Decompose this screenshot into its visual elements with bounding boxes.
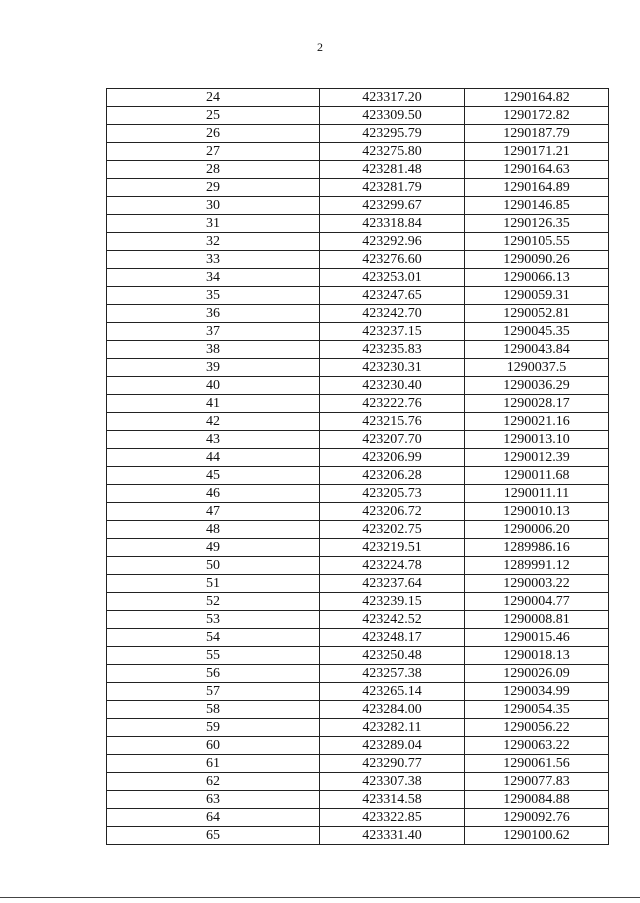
y-coordinate-cell: 1290052.81 — [465, 305, 609, 323]
y-coordinate-cell: 1290092.76 — [465, 809, 609, 827]
table-row — [107, 431, 609, 449]
table-row — [107, 233, 609, 251]
x-coordinate-cell: 423317.20 — [320, 89, 465, 107]
point-number-cell: 52 — [107, 593, 320, 611]
y-coordinate-cell: 1290010.13 — [465, 503, 609, 521]
x-coordinate-cell: 423206.72 — [320, 503, 465, 521]
x-coordinate-cell: 423276.60 — [320, 251, 465, 269]
y-coordinate-cell: 1290066.13 — [465, 269, 609, 287]
point-number-cell: 38 — [107, 341, 320, 359]
y-coordinate-cell: 1290105.55 — [465, 233, 609, 251]
point-number-cell: 37 — [107, 323, 320, 341]
x-coordinate-cell: 423230.40 — [320, 377, 465, 395]
point-number-cell: 49 — [107, 539, 320, 557]
y-coordinate-cell: 1290037.5 — [465, 359, 609, 377]
x-coordinate-cell: 423289.04 — [320, 737, 465, 755]
y-coordinate-cell: 1290012.39 — [465, 449, 609, 467]
page-number: 2 — [317, 40, 323, 54]
y-coordinate-cell: 1290003.22 — [465, 575, 609, 593]
table-row — [107, 413, 609, 431]
table-row — [107, 503, 609, 521]
y-coordinate-cell: 1290059.31 — [465, 287, 609, 305]
y-coordinate-cell: 1290011.11 — [465, 485, 609, 503]
y-coordinate-cell: 1290034.99 — [465, 683, 609, 701]
point-number-cell: 39 — [107, 359, 320, 377]
x-coordinate-cell: 423242.52 — [320, 611, 465, 629]
table-row — [107, 143, 609, 161]
table-row — [107, 593, 609, 611]
y-coordinate-cell: 1290043.84 — [465, 341, 609, 359]
table-row — [107, 521, 609, 539]
table-row — [107, 629, 609, 647]
x-coordinate-cell: 423281.48 — [320, 161, 465, 179]
point-number-cell: 60 — [107, 737, 320, 755]
y-coordinate-cell: 1290028.17 — [465, 395, 609, 413]
y-coordinate-cell: 1290006.20 — [465, 521, 609, 539]
x-coordinate-cell: 423265.14 — [320, 683, 465, 701]
point-number-cell: 61 — [107, 755, 320, 773]
x-coordinate-cell: 423230.31 — [320, 359, 465, 377]
table-row — [107, 539, 609, 557]
point-number-cell: 44 — [107, 449, 320, 467]
table-row — [107, 341, 609, 359]
x-coordinate-cell: 423309.50 — [320, 107, 465, 125]
y-coordinate-cell: 1290077.83 — [465, 773, 609, 791]
point-number-cell: 31 — [107, 215, 320, 233]
point-number-cell: 54 — [107, 629, 320, 647]
table-row — [107, 467, 609, 485]
table-row — [107, 449, 609, 467]
x-coordinate-cell: 423207.70 — [320, 431, 465, 449]
table-row — [107, 215, 609, 233]
table-row — [107, 647, 609, 665]
x-coordinate-cell: 423295.79 — [320, 125, 465, 143]
point-number-cell: 63 — [107, 791, 320, 809]
x-coordinate-cell: 423248.17 — [320, 629, 465, 647]
point-number-cell: 30 — [107, 197, 320, 215]
table-row — [107, 773, 609, 791]
x-coordinate-cell: 423206.28 — [320, 467, 465, 485]
coordinates-table — [106, 88, 609, 845]
point-number-cell: 25 — [107, 107, 320, 125]
point-number-cell: 57 — [107, 683, 320, 701]
x-coordinate-cell: 423242.70 — [320, 305, 465, 323]
x-coordinate-cell: 423282.11 — [320, 719, 465, 737]
coordinates-table-body — [107, 89, 609, 845]
point-number-cell: 53 — [107, 611, 320, 629]
point-number-cell: 26 — [107, 125, 320, 143]
table-row — [107, 485, 609, 503]
point-number-cell: 42 — [107, 413, 320, 431]
x-coordinate-cell: 423215.76 — [320, 413, 465, 431]
y-coordinate-cell: 1290164.89 — [465, 179, 609, 197]
table-row — [107, 287, 609, 305]
point-number-cell: 29 — [107, 179, 320, 197]
x-coordinate-cell: 423237.15 — [320, 323, 465, 341]
y-coordinate-cell: 1290004.77 — [465, 593, 609, 611]
table-row — [107, 791, 609, 809]
y-coordinate-cell: 1290021.16 — [465, 413, 609, 431]
point-number-cell: 58 — [107, 701, 320, 719]
point-number-cell: 64 — [107, 809, 320, 827]
table-row — [107, 557, 609, 575]
point-number-cell: 43 — [107, 431, 320, 449]
x-coordinate-cell: 423219.51 — [320, 539, 465, 557]
x-coordinate-cell: 423257.38 — [320, 665, 465, 683]
y-coordinate-cell: 1290015.46 — [465, 629, 609, 647]
point-number-cell: 41 — [107, 395, 320, 413]
y-coordinate-cell: 1290011.68 — [465, 467, 609, 485]
y-coordinate-cell: 1290018.13 — [465, 647, 609, 665]
table-row — [107, 125, 609, 143]
table-row — [107, 611, 609, 629]
y-coordinate-cell: 1289986.16 — [465, 539, 609, 557]
point-number-cell: 36 — [107, 305, 320, 323]
x-coordinate-cell: 423239.15 — [320, 593, 465, 611]
x-coordinate-cell: 423202.75 — [320, 521, 465, 539]
y-coordinate-cell: 1290084.88 — [465, 791, 609, 809]
x-coordinate-cell: 423253.01 — [320, 269, 465, 287]
x-coordinate-cell: 423222.76 — [320, 395, 465, 413]
footer-rule — [0, 897, 640, 898]
table-row — [107, 719, 609, 737]
table-row — [107, 269, 609, 287]
y-coordinate-cell: 1290126.35 — [465, 215, 609, 233]
table-row — [107, 701, 609, 719]
table-row — [107, 305, 609, 323]
y-coordinate-cell: 1290090.26 — [465, 251, 609, 269]
table-row — [107, 179, 609, 197]
table-row — [107, 395, 609, 413]
x-coordinate-cell: 423281.79 — [320, 179, 465, 197]
point-number-cell: 47 — [107, 503, 320, 521]
x-coordinate-cell: 423247.65 — [320, 287, 465, 305]
y-coordinate-cell: 1289991.12 — [465, 557, 609, 575]
y-coordinate-cell: 1290100.62 — [465, 827, 609, 845]
table-row — [107, 323, 609, 341]
y-coordinate-cell: 1290045.35 — [465, 323, 609, 341]
x-coordinate-cell: 423322.85 — [320, 809, 465, 827]
point-number-cell: 45 — [107, 467, 320, 485]
point-number-cell: 48 — [107, 521, 320, 539]
point-number-cell: 62 — [107, 773, 320, 791]
y-coordinate-cell: 1290008.81 — [465, 611, 609, 629]
point-number-cell: 55 — [107, 647, 320, 665]
y-coordinate-cell: 1290026.09 — [465, 665, 609, 683]
y-coordinate-cell: 1290013.10 — [465, 431, 609, 449]
y-coordinate-cell: 1290036.29 — [465, 377, 609, 395]
table-row — [107, 809, 609, 827]
y-coordinate-cell: 1290146.85 — [465, 197, 609, 215]
point-number-cell: 33 — [107, 251, 320, 269]
point-number-cell: 32 — [107, 233, 320, 251]
x-coordinate-cell: 423314.58 — [320, 791, 465, 809]
x-coordinate-cell: 423250.48 — [320, 647, 465, 665]
y-coordinate-cell: 1290054.35 — [465, 701, 609, 719]
y-coordinate-cell: 1290056.22 — [465, 719, 609, 737]
table-row — [107, 89, 609, 107]
table-row — [107, 755, 609, 773]
x-coordinate-cell: 423307.38 — [320, 773, 465, 791]
y-coordinate-cell: 1290061.56 — [465, 755, 609, 773]
y-coordinate-cell: 1290164.63 — [465, 161, 609, 179]
table-row — [107, 377, 609, 395]
table-row — [107, 683, 609, 701]
table-row — [107, 107, 609, 125]
table-row — [107, 197, 609, 215]
x-coordinate-cell: 423206.99 — [320, 449, 465, 467]
x-coordinate-cell: 423292.96 — [320, 233, 465, 251]
point-number-cell: 35 — [107, 287, 320, 305]
x-coordinate-cell: 423275.80 — [320, 143, 465, 161]
table-row — [107, 251, 609, 269]
x-coordinate-cell: 423331.40 — [320, 827, 465, 845]
y-coordinate-cell: 1290063.22 — [465, 737, 609, 755]
point-number-cell: 46 — [107, 485, 320, 503]
table-row — [107, 161, 609, 179]
point-number-cell: 65 — [107, 827, 320, 845]
y-coordinate-cell: 1290187.79 — [465, 125, 609, 143]
point-number-cell: 27 — [107, 143, 320, 161]
table-row — [107, 827, 609, 845]
x-coordinate-cell: 423318.84 — [320, 215, 465, 233]
x-coordinate-cell: 423290.77 — [320, 755, 465, 773]
x-coordinate-cell: 423299.67 — [320, 197, 465, 215]
table-row — [107, 359, 609, 377]
point-number-cell: 50 — [107, 557, 320, 575]
point-number-cell: 24 — [107, 89, 320, 107]
y-coordinate-cell: 1290172.82 — [465, 107, 609, 125]
point-number-cell: 51 — [107, 575, 320, 593]
y-coordinate-cell: 1290171.21 — [465, 143, 609, 161]
point-number-cell: 34 — [107, 269, 320, 287]
point-number-cell: 59 — [107, 719, 320, 737]
y-coordinate-cell: 1290164.82 — [465, 89, 609, 107]
x-coordinate-cell: 423284.00 — [320, 701, 465, 719]
x-coordinate-cell: 423235.83 — [320, 341, 465, 359]
table-row — [107, 665, 609, 683]
point-number-cell: 56 — [107, 665, 320, 683]
x-coordinate-cell: 423224.78 — [320, 557, 465, 575]
point-number-cell: 40 — [107, 377, 320, 395]
x-coordinate-cell: 423237.64 — [320, 575, 465, 593]
x-coordinate-cell: 423205.73 — [320, 485, 465, 503]
table-row — [107, 737, 609, 755]
point-number-cell: 28 — [107, 161, 320, 179]
table-row — [107, 575, 609, 593]
